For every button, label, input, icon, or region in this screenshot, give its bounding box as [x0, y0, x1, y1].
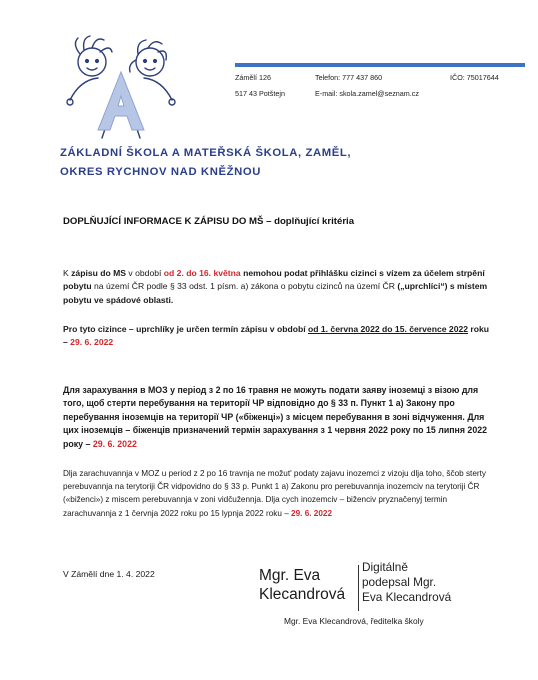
header-email: E-mail: skola.zamel@seznam.cz — [315, 89, 419, 98]
cz-p1-f: („uprchlíci“) s místem pobytu ve spádové oblasti. — [63, 281, 488, 305]
digital-signature-note — [362, 560, 451, 606]
ua-text: Для зарахування в МОЗ у період з 2 по 16 травня не можуть подати заяву іноземці з візою для того, щоб стерти перебування на території ЧР відповідно до § 33 п. Пункт 1 а) Закону про перебування іноземців на території ЧР («біженці») з місцем перебування в зоні відчуження. Для цих іноземців – біженців призначений термін зарахування з 1 червня 2022 року по 15 липня 2022 року – — [63, 385, 487, 449]
ua-date: 29. 6. 2022 — [92, 438, 137, 449]
cz-p1-c: v období — [126, 268, 164, 278]
director-caption: Mgr. Eva Klecandrová, ředitelka školy — [284, 616, 424, 626]
digital-2: podepsal Mgr. — [362, 575, 437, 590]
issue-date: V Zámělí dne 1. 4. 2022 — [63, 569, 155, 579]
cz-p1-b: zápisu do MS — [71, 268, 127, 278]
cz-p1-a: K — [63, 268, 72, 278]
rus-date: 29. 6. 2022 — [291, 508, 333, 518]
cz-paragraph-2 — [63, 323, 493, 350]
signature-name — [259, 566, 345, 604]
school-name-line1: ZÁKLADNÍ ŠKOLA A MATEŘSKÁ ŠKOLA, ZAMĚL, — [60, 147, 352, 159]
header-phone: Telefon: 777 437 860 — [315, 73, 383, 82]
title-sub: – doplňující kritéria — [263, 216, 355, 227]
signature-name-1: Mgr. Eva — [259, 567, 321, 584]
digital-1: Digitálně — [362, 560, 408, 574]
rus-text: Dlja zarachuvannja v MOZ u period z 2 po 16 travnja ne možut' podaty zajavu inozemci z vizoju dlja toho, ščob sterty perebuvannja na terytoriji ČR vidpovidno do § 33 p. Punkt 1 a) Zakonu pro perebuvannja inozemciv na terytoriji ČR («biženci») z miscem perebuvannja v zoni vidčužennja. Dlja cych inozemciv – biženciv pryznačenyj termin zarachuvannja z 1 červnja 2022 roku po 15 lypnja 2022 roku – — [63, 469, 486, 518]
document-title — [63, 216, 354, 227]
transliterated-paragraph — [63, 467, 493, 520]
cz-p1-d: nemohou podat přihlášku cizinci s vízem za účelem strpění pobytu — [63, 268, 485, 292]
digital-3: Eva Klecandrová — [362, 590, 452, 605]
cz-p2-a: Pro tyto cizince – uprchlíky je určen termín zápisu v období — [63, 324, 308, 334]
ukrainian-paragraph — [63, 384, 493, 451]
header-address-1: Zámělí 126 — [235, 73, 271, 82]
signature-divider — [358, 565, 359, 611]
cz-p2-c: roku – — [63, 324, 490, 348]
header-ico: IČO: 75017644 — [450, 73, 499, 82]
title-main: DOPLŇUJÍCÍ INFORMACE K ZÁPISU DO MŠ — [63, 216, 264, 227]
signature-name-2: Klecandrová — [259, 586, 346, 603]
school-name-line2: OKRES RYCHNOV NAD KNĚŽNOU — [60, 166, 261, 178]
cz-p1-e: na území ČR podle § 33 odst. 1 písm. a) zákona o pobytu cizinců na území ČR — [91, 281, 398, 292]
school-name — [60, 144, 351, 182]
cz-p2-date: 29. 6. 2022 — [70, 337, 114, 348]
header-accent-bar — [235, 63, 525, 67]
header-address-2: 517 43 Potštejn — [235, 89, 285, 98]
cz-p1-dates: od 2. do 16. května — [163, 268, 241, 278]
school-logo — [62, 30, 180, 142]
cz-p2-b: od 1. června 2022 do 15. července 2022 — [307, 324, 469, 334]
cz-paragraph-1 — [63, 267, 493, 307]
